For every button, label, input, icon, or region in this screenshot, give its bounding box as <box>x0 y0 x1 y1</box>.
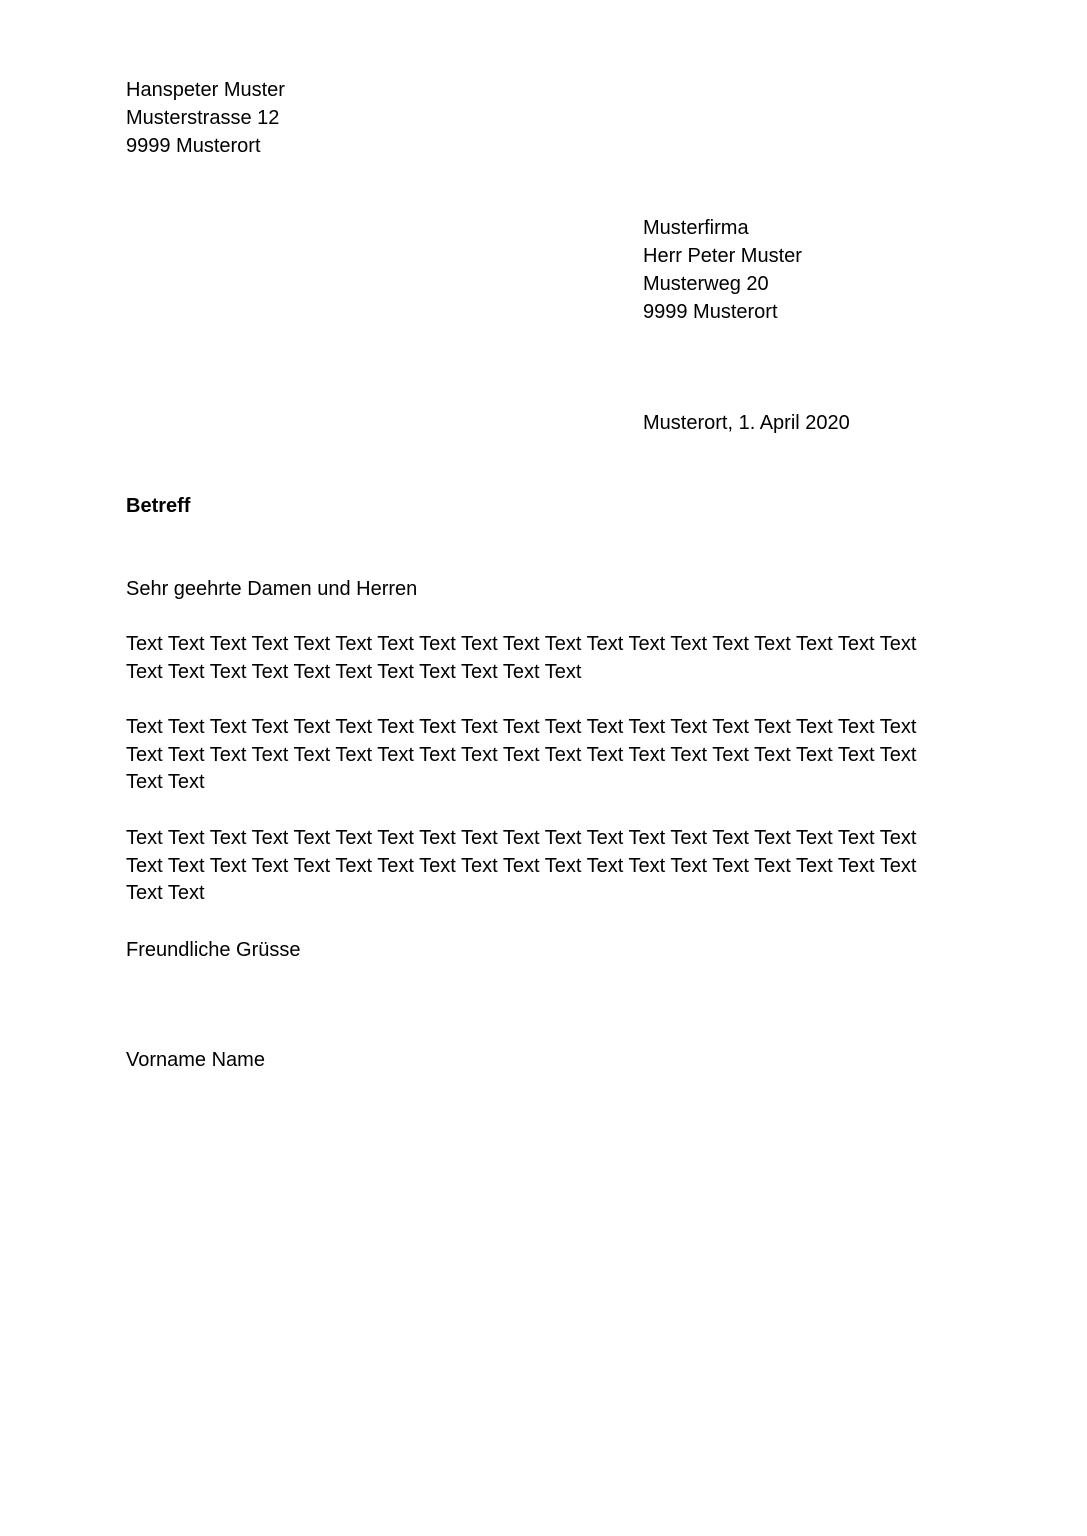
body-paragraph-2 <box>126 714 976 797</box>
paragraph-line: Text Text Text Text Text Text Text Text Text Text Text Text Text Text Text Text Text Text Text <box>126 743 917 766</box>
letter-date: Musterort, 1. April 2020 <box>643 412 850 434</box>
paragraph-line: Text Text Text Text Text Text Text Text Text Text Text Text Text Text Text Text Text Text Text <box>126 633 917 655</box>
recipient-person: Herr Peter Muster <box>643 245 802 267</box>
sender-street: Musterstrasse 12 <box>126 107 280 129</box>
sender-address <box>126 76 285 160</box>
sender-city: 9999 Musterort <box>126 135 261 157</box>
recipient-company: Musterfirma <box>643 217 749 239</box>
paragraph-line: Text Text Text Text Text Text Text Text Text Text Text <box>126 660 582 683</box>
recipient-address <box>643 214 802 326</box>
paragraph-line: Text Text <box>126 882 205 905</box>
paragraph-line: Text Text <box>126 771 205 794</box>
body-paragraph-3 <box>126 825 976 908</box>
paragraph-line: Text Text Text Text Text Text Text Text Text Text Text Text Text Text Text Text Text Text Text <box>126 827 917 849</box>
closing-phrase: Freundliche Grüsse <box>126 939 301 961</box>
letter-subject: Betreff <box>126 495 191 517</box>
signature-name: Vorname Name <box>126 1049 265 1071</box>
paragraph-line: Text Text Text Text Text Text Text Text Text Text Text Text Text Text Text Text Text Text Text <box>126 716 917 738</box>
recipient-street: Musterweg 20 <box>643 273 769 295</box>
paragraph-line: Text Text Text Text Text Text Text Text Text Text Text Text Text Text Text Text Text Text Text <box>126 854 917 877</box>
salutation: Sehr geehrte Damen und Herren <box>126 578 418 600</box>
recipient-city: 9999 Musterort <box>643 301 778 323</box>
sender-name: Hanspeter Muster <box>126 79 285 101</box>
body-paragraph-1 <box>126 631 976 686</box>
